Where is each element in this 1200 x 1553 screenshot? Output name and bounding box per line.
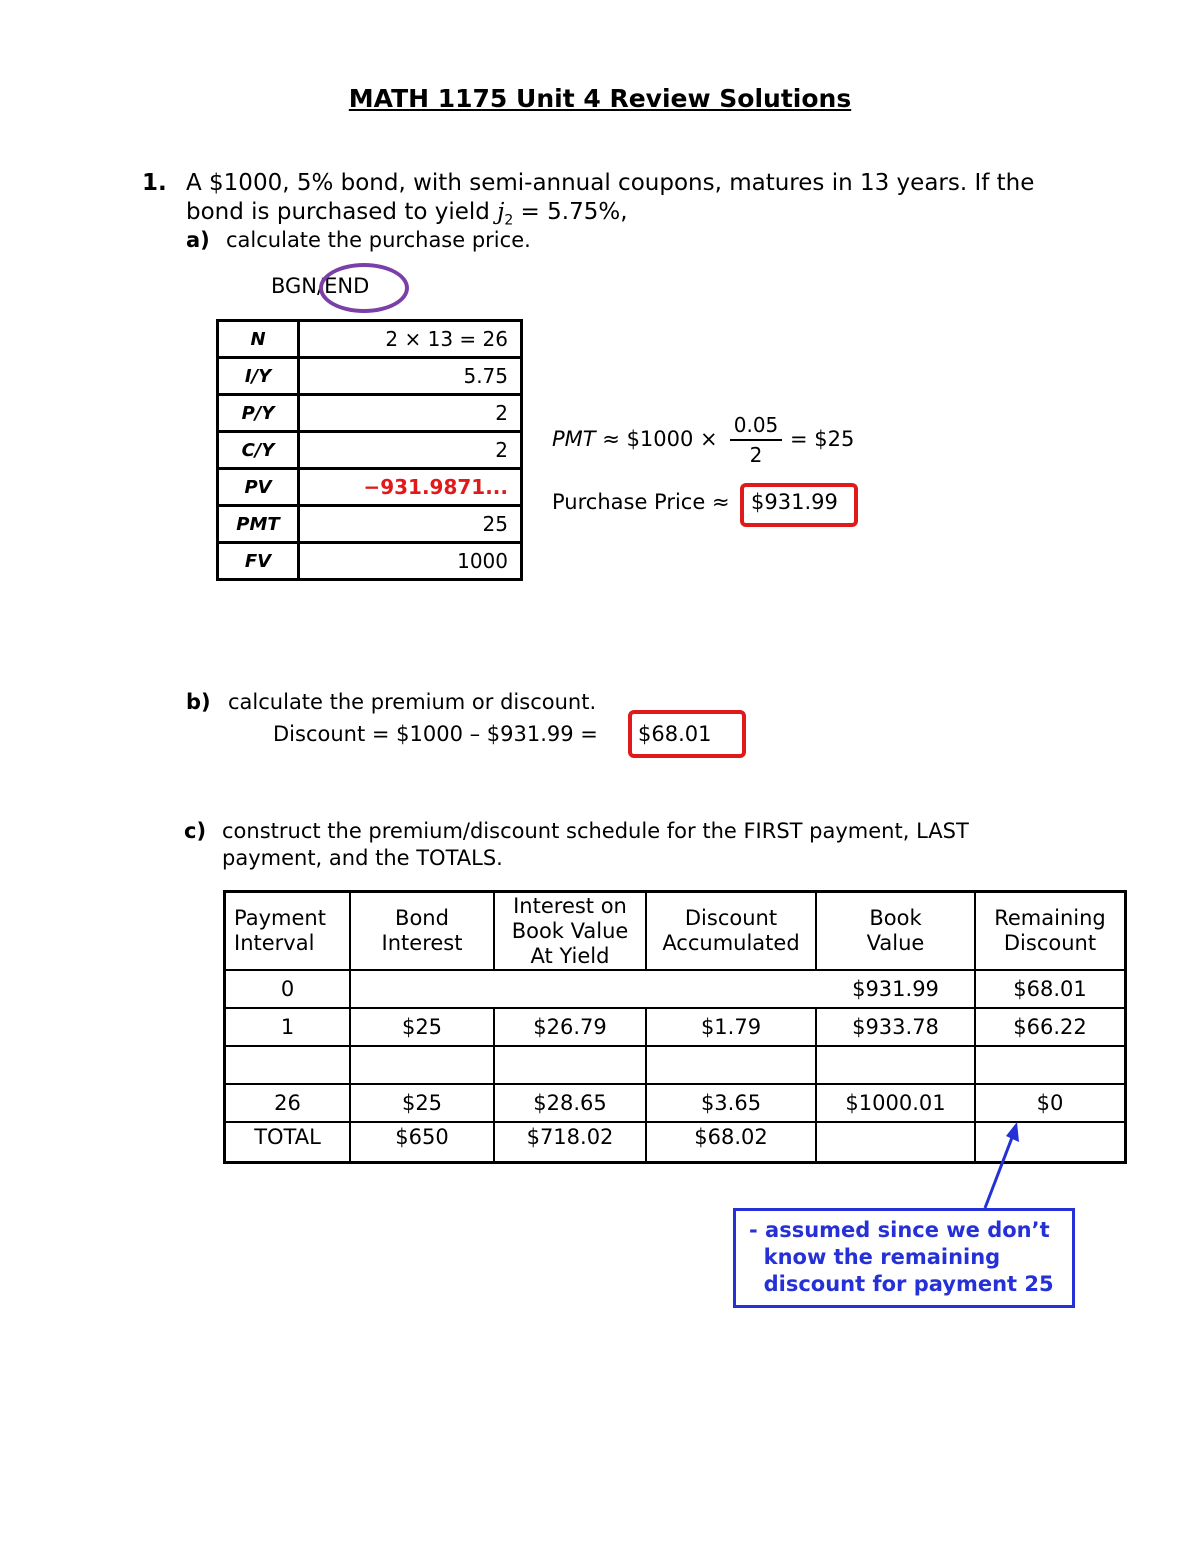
question-number: 1. (142, 170, 167, 196)
table-cell: $3.65 (646, 1084, 816, 1122)
part-c-text-line-1: construct the premium/discount schedule for the FIRST payment, LAST (222, 819, 969, 843)
calc-key: FV (218, 543, 299, 580)
calc-key: N (218, 321, 299, 358)
calc-value: 5.75 (299, 358, 522, 395)
part-b-label: b) (186, 690, 211, 714)
calc-value-pv: −931.9871... (299, 469, 522, 506)
discount-expression: Discount = $1000 – $931.99 = (273, 722, 598, 746)
table-cell: $931.99 (852, 977, 939, 1001)
question-line-1: A $1000, 5% bond, with semi-annual coupons, matures in 13 years. If the (186, 170, 1035, 196)
mode-end: END (324, 274, 370, 298)
calc-value: 2 (299, 395, 522, 432)
purchase-price-value: $931.99 (751, 490, 838, 514)
question-line-2-prefix: bond is purchased to yield (186, 199, 498, 225)
part-a-text: calculate the purchase price. (226, 228, 531, 252)
table-cell: $25 (350, 1084, 494, 1122)
yield-subscript: 2 (504, 212, 514, 229)
purchase-price-label: Purchase Price ≈ (552, 490, 730, 514)
table-cell: $68.02 (646, 1122, 816, 1163)
header-bond-interest: Bond Interest (350, 892, 494, 971)
header-remaining-discount: Remaining Discount (975, 892, 1126, 971)
part-a-label: a) (186, 228, 210, 252)
table-cell: $26.79 (494, 1008, 646, 1046)
part-c-text-line-2: payment, and the TOTALS. (222, 846, 503, 870)
table-cell: $0 (975, 1084, 1126, 1122)
table-cell: 26 (225, 1084, 351, 1122)
arrow-head (1006, 1122, 1019, 1142)
header-payment-interval: Payment Interval (225, 892, 351, 971)
table-cell: $68.01 (975, 970, 1126, 1008)
table-cell: $718.02 (494, 1122, 646, 1163)
table-cell: $28.65 (494, 1084, 646, 1122)
fraction-denominator: 2 (749, 443, 763, 467)
calc-value: 2 × 13 = 26 (299, 321, 522, 358)
table-cell: $1.79 (646, 1008, 816, 1046)
question-line-2-suffix: = 5.75%, (513, 199, 628, 225)
calc-key: C/Y (218, 432, 299, 469)
fraction-numerator: 0.05 (733, 413, 779, 437)
pmt-result: = $25 (790, 427, 855, 451)
table-cell: $66.22 (975, 1008, 1126, 1046)
calc-key: PMT (218, 506, 299, 543)
part-b-text: calculate the premium or discount. (228, 690, 597, 714)
calc-key: PV (218, 469, 299, 506)
mode-bgn: BGN/ (271, 274, 325, 298)
calc-value: 1000 (299, 543, 522, 580)
table-cell: 0 (225, 970, 351, 1008)
annotation-note: - assumed since we don’t know the remaining discount for payment 25 (749, 1218, 1054, 1296)
calc-key: P/Y (218, 395, 299, 432)
page-title: MATH 1175 Unit 4 Review Solutions (348, 84, 852, 113)
calc-key: I/Y (218, 358, 299, 395)
yield-variable: j (497, 199, 505, 225)
pmt-expr: ≈ $1000 × (595, 427, 718, 451)
calc-value: 25 (299, 506, 522, 543)
table-cell: 1 (225, 1008, 351, 1046)
discount-value: $68.01 (638, 722, 712, 746)
header-discount-accumulated: Discount Accumulated (646, 892, 816, 971)
arrow-line (985, 1135, 1013, 1208)
table-cell: $1000.01 (816, 1084, 975, 1122)
table-cell: $933.78 (816, 1008, 975, 1046)
header-interest-at-yield: Interest on Book Value At Yield (494, 892, 646, 971)
table-cell: $25 (350, 1008, 494, 1046)
table-cell: $650 (350, 1122, 494, 1163)
part-c-label: c) (184, 819, 207, 843)
pmt-label: PMT (552, 427, 596, 451)
header-book-value: Book Value (816, 892, 975, 971)
calc-value: 2 (299, 432, 522, 469)
table-cell: TOTAL (225, 1122, 351, 1163)
